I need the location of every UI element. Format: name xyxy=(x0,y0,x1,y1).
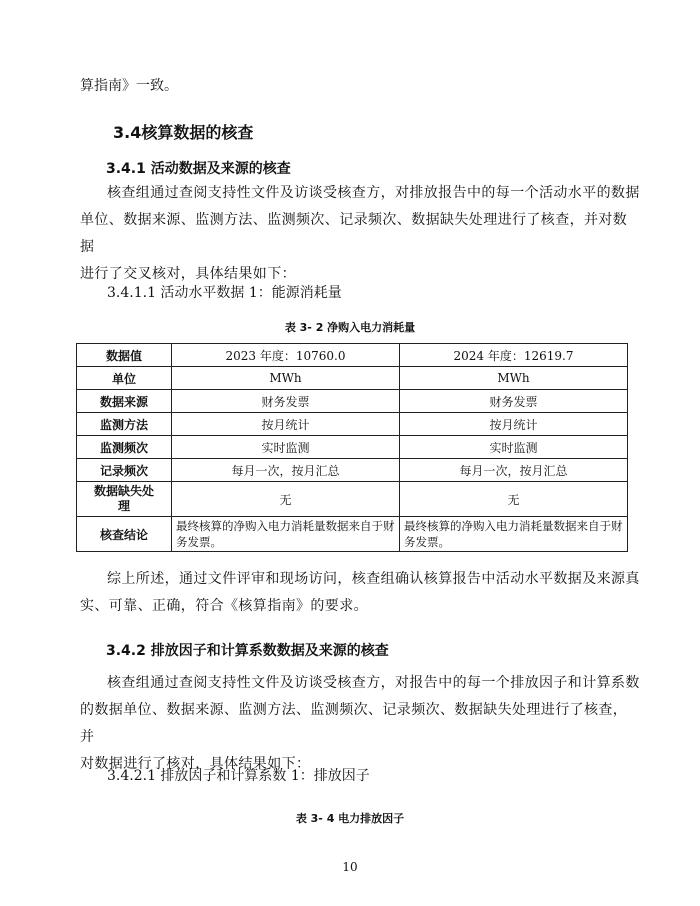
table-3-2-caption: 表 3- 2 净购入电力消耗量 xyxy=(284,321,416,334)
subsection-3-4-2-1-title: 3.4.2.1 排放因子和计算系数 1：排放因子 xyxy=(107,768,370,784)
cell-2023: 财务发票 xyxy=(172,390,400,413)
cell-2024: 按月统计 xyxy=(400,413,628,436)
table-row xyxy=(77,413,628,436)
page-number: 10 xyxy=(342,860,358,874)
row-header: 核查结论 xyxy=(77,517,172,552)
cell-2024: 2024 年度：12619.7 xyxy=(400,344,628,367)
table-row xyxy=(77,482,628,517)
cell-2024: 财务发票 xyxy=(400,390,628,413)
cell-2023: 按月统计 xyxy=(172,413,400,436)
paragraph-line: 核查组通过查阅支持性文件及访谈受核查方，对报告中的每一个排放因子和计算系数 xyxy=(107,675,640,691)
section-3-4-title: 3.4核算数据的核查 xyxy=(113,123,254,142)
row-header: 数据缺失处理 xyxy=(77,482,172,517)
cell-2023: 实时监测 xyxy=(172,436,400,459)
table-row xyxy=(77,344,628,367)
subsection-3-4-1-1-title: 3.4.1.1 活动水平数据 1：能源消耗量 xyxy=(107,285,342,301)
paragraph-line: 核查组通过查阅支持性文件及访谈受核查方，对排放报告中的每一个活动水平的数据 xyxy=(107,185,640,201)
cell-2023: 2023 年度：10760.0 xyxy=(172,344,400,367)
section-3-4-1-paragraph xyxy=(80,180,640,288)
table-row xyxy=(77,367,628,390)
row-header: 监测频次 xyxy=(77,436,172,459)
intro-line: 算指南》一致。 xyxy=(80,78,178,94)
cell-2024: 无 xyxy=(400,482,628,517)
cell-2023: 每月一次，按月汇总 xyxy=(172,459,400,482)
summary-paragraph xyxy=(80,566,640,620)
cell-2023: 无 xyxy=(172,482,400,517)
row-header: 记录频次 xyxy=(77,459,172,482)
table-3-4-caption: 表 3- 4 电力排放因子 xyxy=(295,812,405,825)
section-3-4-2-title: 3.4.2 排放因子和计算系数数据及来源的核查 xyxy=(106,643,389,659)
cell-2024: 最终核算的净购入电力消耗量数据来自于财务发票。 xyxy=(400,517,628,552)
cell-2024: MWh xyxy=(400,367,628,390)
paragraph-line: 对数据进行了核对，具体结果如下： xyxy=(80,756,311,772)
row-header: 单位 xyxy=(77,367,172,390)
table-row xyxy=(77,517,628,552)
cell-2023: MWh xyxy=(172,367,400,390)
row-header: 数据值 xyxy=(77,344,172,367)
cell-2024: 每月一次，按月汇总 xyxy=(400,459,628,482)
table-row xyxy=(77,459,628,482)
cell-2023: 最终核算的净购入电力消耗量数据来自于财务发票。 xyxy=(172,517,400,552)
table-row xyxy=(77,436,628,459)
table-row xyxy=(77,390,628,413)
paragraph-line: 综上所述，通过文件评审和现场访问，核查组确认核算报告中活动水平数据及来源真 xyxy=(107,571,640,587)
paragraph-line: 单位、数据来源、监测方法、监测频次、记录频次、数据缺失处理进行了核查，并对数据 xyxy=(80,212,628,255)
paragraph-line: 进行了交叉核对，具体结果如下： xyxy=(80,266,296,282)
section-3-4-1-title: 3.4.1 活动数据及来源的核查 xyxy=(106,161,291,177)
table-3-2 xyxy=(76,343,628,552)
row-header: 监测方法 xyxy=(77,413,172,436)
paragraph-line: 实、可靠、正确，符合《核算指南》的要求。 xyxy=(80,598,368,614)
section-3-4-2-paragraph xyxy=(80,670,640,778)
row-header: 数据来源 xyxy=(77,390,172,413)
cell-2024: 实时监测 xyxy=(400,436,628,459)
paragraph-line: 的数据单位、数据来源、监测方法、监测频次、记录频次、数据缺失处理进行了核查，并 xyxy=(80,702,628,745)
